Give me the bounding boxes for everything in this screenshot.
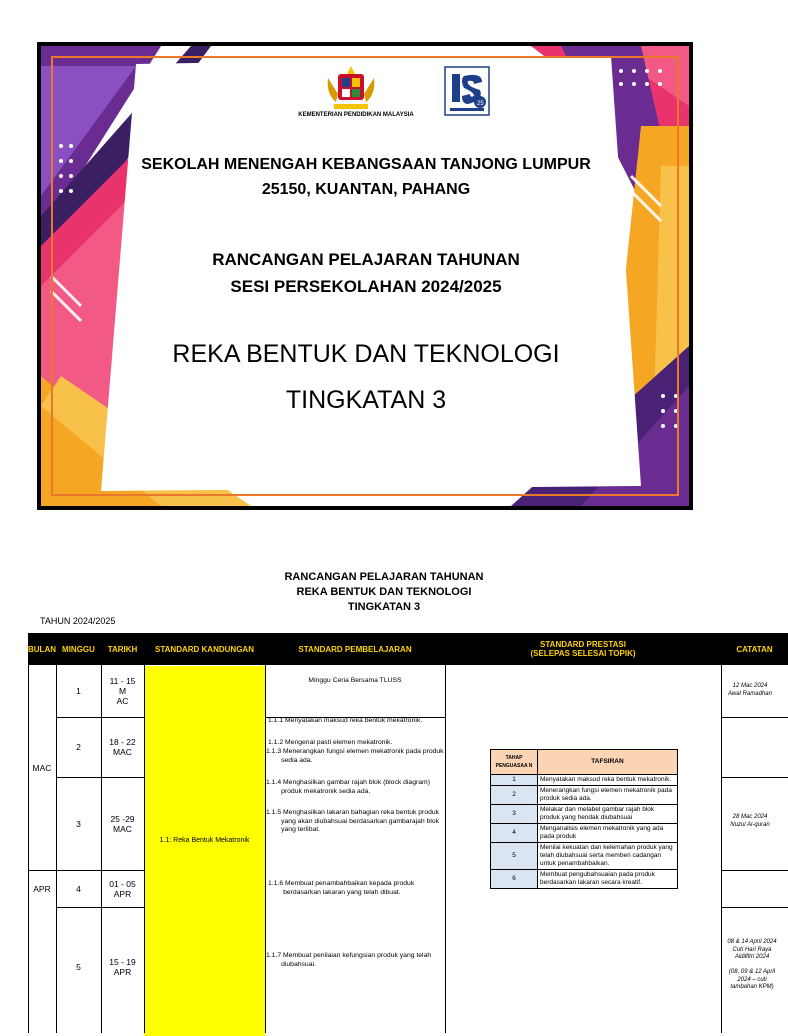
sp-1-1-1: 1.1.1 Menyatakan maksud reka bentuk mekatronik. xyxy=(268,717,423,724)
week-date: 01 - 05 APR xyxy=(109,878,136,899)
year-label: TAHUN 2024/2025 xyxy=(40,616,116,626)
week-number: 5 xyxy=(76,962,81,972)
header-standard-prestasi xyxy=(445,633,721,665)
school-logo-icon xyxy=(444,66,490,116)
tp-level: 3 xyxy=(491,805,538,824)
header-bulan: BULAN xyxy=(28,633,56,665)
month-apr: APR xyxy=(33,884,51,894)
ministry-label: KEMENTERIAN PENDIDIKAN MALAYSIA xyxy=(298,112,414,118)
school-name: SEKOLAH MENENGAH KEBANGSAAN TANJONG LUMPUR xyxy=(141,156,591,173)
sp-1-1-3: 1.1.3 Menerangkan fungsi elemen mekatronik pada produk sedia ada. xyxy=(266,748,444,764)
tp-header: TAHAP PENGUASAA N xyxy=(491,750,538,775)
tafsiran-header: TAFSIRAN xyxy=(538,750,678,775)
plan-title: RANCANGAN PELAJARAN TAHUNAN xyxy=(212,250,520,269)
header-standard-prestasi-line2: (SELEPAS SELESAI TOPIK) xyxy=(530,649,636,658)
plan-heading-2: REKA BENTUK DAN TEKNOLOGI xyxy=(296,586,472,598)
plan-heading-1: RANCANGAN PELAJARAN TAHUNAN xyxy=(284,571,484,583)
tp-description: Menilai kekuatan dan kelemahan produk yang telah diubahsuai serta memberi cadangan untuk penambahbaikan. xyxy=(538,843,678,870)
cover-page xyxy=(37,42,693,510)
week-number: 3 xyxy=(76,818,81,829)
header-tarikh: TARIKH xyxy=(101,633,144,665)
sp-1-1-6: 1.1.6 Membuat penambahbaikan kepada produk berdasarkan lakaran yang telah dibuat. xyxy=(268,880,415,896)
malaysia-crest-icon xyxy=(324,64,378,116)
header-minggu: MINGGU xyxy=(56,633,101,665)
week-number: 1 xyxy=(76,686,81,696)
catatan-week3: 28 Mac 2024 Nuzul Al-quran xyxy=(730,814,770,828)
week-date: 25 -29 MAC xyxy=(110,813,135,834)
catatan-week5: 08 & 14 April 2024 Cuti Hari Raya Aidilfitri 2024 (08, 09 & 12 April 2024 – cuti tambahan KPM) xyxy=(727,939,777,990)
school-address: 25150, KUANTAN, PAHANG xyxy=(261,181,471,198)
tp-level: 5 xyxy=(491,843,538,870)
tp-level: 4 xyxy=(491,824,538,843)
header-catatan: CATATAN xyxy=(721,633,788,665)
standard-kandungan-text: 1.1: Reka Bentuk Mekatronik xyxy=(159,837,250,844)
week-date: 11 - 15 M AC xyxy=(109,676,136,706)
session-title: SESI PERSEKOLAHAN 2024/2025 xyxy=(230,277,502,296)
header-standard-kandungan: STANDARD KANDUNGAN xyxy=(144,633,265,665)
tp-level: 2 xyxy=(491,786,538,805)
tp-description: Membuat pengubahsuaian pada produk berdasarkan lakaran secara kreatif. xyxy=(538,870,678,889)
svg-text:25: 25 xyxy=(477,101,484,107)
cover-inner xyxy=(41,46,689,506)
tp-description: Melakar dan melabel gambar rajah blok produk yang hendak diubahsuai xyxy=(538,805,678,824)
lesson-plan-table xyxy=(28,633,788,1033)
sp-1-1-5: 1.1.5 Menghasilkan lakaran bahagian reka bentuk produk yang akan diubahsuai berdasarkan gambarajah blok yang terlibat. xyxy=(266,809,440,833)
sp-1-1-7: 1.1.7 Membuat penilaian kefungsian produk yang telah diubahsuai. xyxy=(266,952,432,968)
subject-title: REKA BENTUK DAN TEKNOLOGI xyxy=(172,340,560,368)
sp-week1: Minggu Ceria Bersama TLUSS xyxy=(308,677,402,684)
tahap-penguasaan-table xyxy=(490,749,678,889)
tp-description: Menyatakan maksud reka bentuk mekatronik. xyxy=(538,775,678,786)
catatan-week1: 12 Mac 2024 Awal Ramadhan xyxy=(728,683,772,697)
week-number: 2 xyxy=(76,742,81,752)
sp-1-1-2: 1.1.2 Mengenal pasti elemen mekatronik. xyxy=(268,739,393,746)
standard-kandungan-cell xyxy=(144,666,265,1036)
tp-level: 1 xyxy=(491,775,538,786)
month-mac: MAC xyxy=(32,762,52,773)
tp-description: Menganalisis elemen mekatronik yang ada pada produk xyxy=(538,824,678,843)
form-title: TINGKATAN 3 xyxy=(285,386,447,414)
sp-1-1-4: 1.1.4 Menghasilkan gambar rajah blok (block diagram) produk mekatronik sedia ada. xyxy=(266,779,430,795)
tp-level: 6 xyxy=(491,870,538,889)
week-number: 4 xyxy=(76,883,81,894)
plan-heading-3: TINGKATAN 3 xyxy=(347,601,421,613)
week-date: 15 - 19 APR xyxy=(109,957,136,977)
header-standard-prestasi-line1: STANDARD PRESTASI xyxy=(540,640,626,649)
header-standard-pembelajaran: STANDARD PEMBELAJARAN xyxy=(265,633,445,665)
tp-description: Menerangkan fungsi elemen mekatronik pada produk sedia ada. xyxy=(538,786,678,805)
week-date: 18 - 22 MAC xyxy=(109,737,136,757)
